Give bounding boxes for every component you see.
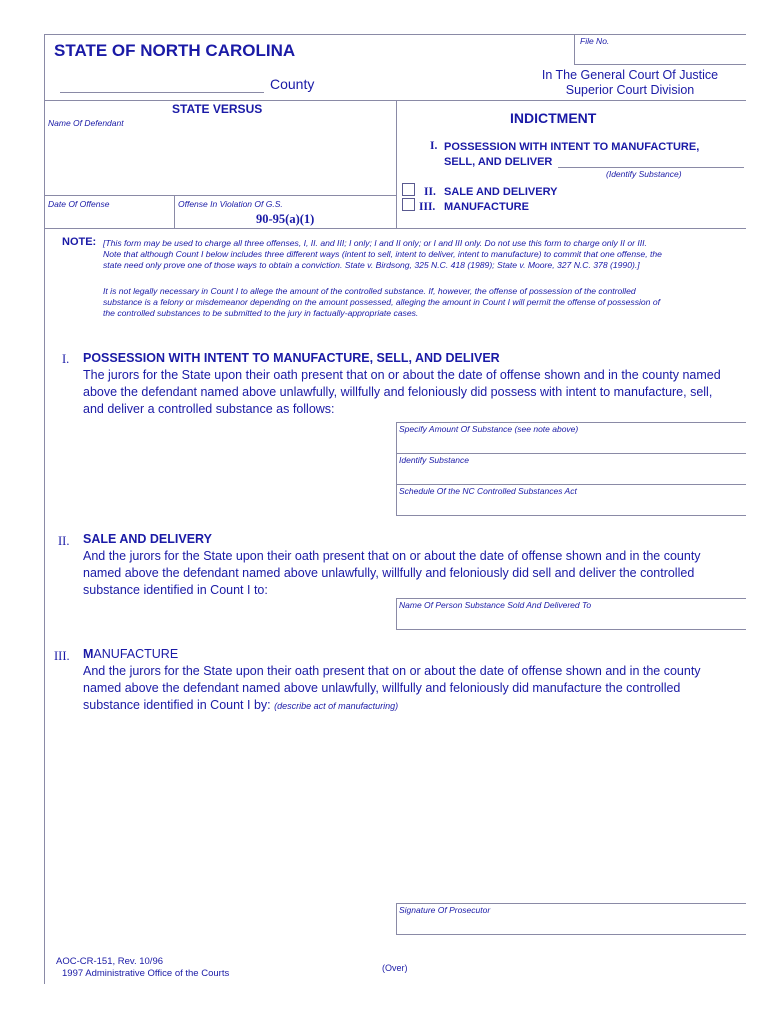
count2-field-left xyxy=(396,598,397,630)
court-line-1: In The General Court Of Justice xyxy=(541,68,719,82)
count3-body xyxy=(83,663,753,715)
identify-substance-label: (Identify Substance) xyxy=(606,169,682,179)
count1-field3-top xyxy=(396,484,746,485)
count2-section-numeral: II. xyxy=(58,534,70,548)
count2-field-top xyxy=(396,598,746,599)
count3-checkbox-label: MANUFACTURE xyxy=(444,201,529,213)
count2-body-line2: named above the defendant named above unlawfully, willfully and feloniously did sell and deliver the controlled xyxy=(83,566,695,580)
date-divider xyxy=(174,195,175,228)
note-label: NOTE: xyxy=(62,236,97,248)
sold-to-label: Name Of Person Substance Sold And Delivered To xyxy=(399,600,592,610)
signature-field-bottom xyxy=(396,934,746,935)
defendant-divider xyxy=(44,195,396,196)
count1-body xyxy=(83,367,753,418)
count1-field1-top xyxy=(396,422,746,423)
count3-title-rest: ANUFACTURE xyxy=(93,647,179,661)
amount-of-substance-label: Specify Amount Of Substance (see note above) xyxy=(399,424,579,434)
note-p1-line1: [This form may be used to charge all three offenses, I, II. and III; I only; I and II only; or I and III only. Do not use this form to charge only II or III. xyxy=(103,238,647,248)
file-no-underline xyxy=(574,64,746,65)
count2-checkbox[interactable] xyxy=(402,183,415,196)
count1-fields-left-border xyxy=(396,422,397,516)
form-id: AOC-CR-151, Rev. 10/96 xyxy=(56,956,164,967)
header-divider xyxy=(44,100,746,101)
count2-body-line3: substance identified in Count I to: xyxy=(83,583,268,597)
count1-section-title: POSSESSION WITH INTENT TO MANUFACTURE, SELL, AND DELIVER xyxy=(83,351,500,365)
signature-of-prosecutor-label: Signature Of Prosecutor xyxy=(399,905,491,915)
count2-checkbox-numeral: II. xyxy=(424,186,436,198)
offense-violation-label: Offense In Violation Of G.S. xyxy=(178,199,283,209)
count3-body-line3 xyxy=(83,697,753,715)
count3-checkbox-numeral: III. xyxy=(419,201,436,213)
count2-body xyxy=(83,548,753,599)
note-p2-line3: the controlled substances to be submitted to the jury in factually-appropriate cases. xyxy=(103,308,419,318)
court-line-2: Superior Court Division xyxy=(565,83,695,97)
count1-field2-top xyxy=(396,453,746,454)
count2-body-line1: And the jurors for the State upon their oath present that on or about the date of offense shown and in the county xyxy=(83,549,701,563)
count3-section-title xyxy=(83,647,178,661)
count3-section-numeral: III. xyxy=(54,649,70,663)
count1-heading-line2: SELL, AND DELIVER xyxy=(444,156,553,168)
footer-form-info xyxy=(56,956,229,980)
count1-fields-bottom xyxy=(396,515,746,516)
top-border xyxy=(44,34,746,35)
count1-heading xyxy=(444,140,699,170)
count3-checkbox[interactable] xyxy=(402,198,415,211)
signature-field-top xyxy=(396,903,746,904)
count3-body-line3-text: substance identified in Count I by: xyxy=(83,698,271,712)
count1-body-line2: above the defendant named above unlawfully, willfully and feloniously did possess with intent to manufacture, sell, xyxy=(83,385,713,399)
county-label: County xyxy=(270,76,315,92)
date-of-offense-label: Date Of Offense xyxy=(48,199,110,209)
over-label: (Over) xyxy=(382,963,408,973)
gs-number: 90-95(a)(1) xyxy=(256,212,315,226)
note-p2-line2: substance is a felony or misdemeanor depending on the amount possessed, alleging the amount in Count I will permit the offense of possession of xyxy=(103,297,661,307)
left-border xyxy=(44,34,45,984)
count1-body-line1: The jurors for the State upon their oath present that on or about the date of offense shown and in the county named xyxy=(83,368,721,382)
count3-body-line2: named above the defendant named above unlawfully, willfully and feloniously did manufacture the controlled xyxy=(83,681,681,695)
count1-heading-line1: POSSESSION WITH INTENT TO MANUFACTURE, xyxy=(444,141,700,153)
note-p1-line2: Note that although Count I below includes three different ways (intent to sell, intent to deliver, intent to manufacture) to commit that one offense, the xyxy=(103,249,662,259)
caption-bottom-border xyxy=(44,228,746,229)
note-p2-line1: It is not legally necessary in Count I to allege the amount of the controlled substance. If, however, the offense of possession of the controlled xyxy=(103,286,636,296)
identify-substance-field-label: Identify Substance xyxy=(399,455,469,465)
note-paragraph-1 xyxy=(103,238,763,271)
count2-field-bottom xyxy=(396,629,746,630)
count2-section-title: SALE AND DELIVERY xyxy=(83,532,212,546)
footer-copyright: 1997 Administrative Office of the Courts xyxy=(62,968,230,979)
note-p1-line3: state need only prove one of those ways to obtain a conviction. State v. Birdsong, 325 N.C. 418 (1989); State v. Moore, 327 N.C. 378 (1990).] xyxy=(103,260,640,270)
court-name xyxy=(500,68,760,98)
count1-numeral: I. xyxy=(430,140,438,152)
county-input-line[interactable] xyxy=(60,92,264,93)
signature-field-left xyxy=(396,903,397,935)
note-paragraph-2 xyxy=(103,286,763,319)
describe-act-hint: (describe act of manufacturing) xyxy=(274,701,399,711)
count3-body-line1: And the jurors for the State upon their oath present that on or about the date of offense shown and in the county xyxy=(83,664,701,678)
caption-vertical-divider xyxy=(396,100,397,228)
count3-title-initial: M xyxy=(83,647,94,661)
file-no-divider xyxy=(574,34,575,64)
file-no-label: File No. xyxy=(580,36,610,46)
state-versus: STATE VERSUS xyxy=(172,102,263,116)
count1-body-line3: and deliver a controlled substance as follows: xyxy=(83,402,335,416)
indictment-title: INDICTMENT xyxy=(510,110,597,126)
count1-section-numeral: I. xyxy=(62,352,70,366)
schedule-label: Schedule Of the NC Controlled Substances Act xyxy=(399,486,577,496)
name-of-defendant-label: Name Of Defendant xyxy=(48,118,124,128)
count2-checkbox-label: SALE AND DELIVERY xyxy=(444,186,558,198)
substance-input-line[interactable] xyxy=(558,167,744,168)
state-title: STATE OF NORTH CAROLINA xyxy=(54,41,296,60)
